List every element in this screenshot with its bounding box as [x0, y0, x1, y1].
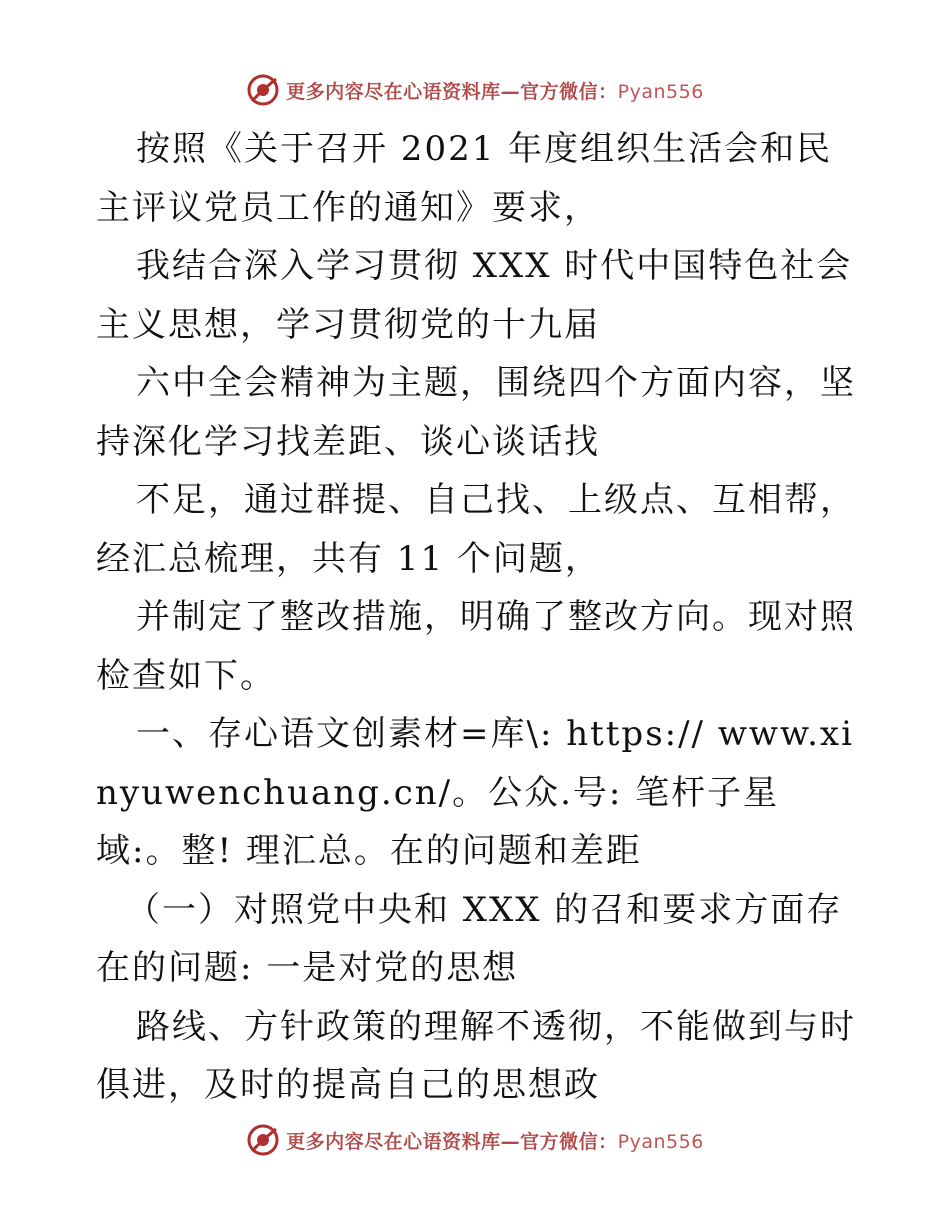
paragraph-2: 我结合深入学习贯彻 XXX 时代中国特色社会主义思想，学习贯彻党的十九届: [96, 246, 853, 345]
document-body: [96, 120, 856, 1115]
watermark-text: [286, 77, 704, 104]
watermark-label: 更多内容尽在心语资料库—官方微信：: [286, 80, 618, 103]
paragraph-6: 一、存心语文创素材=库\: https:// www.xinyuwenchuang.cn/。公众.号: 笔杆子星域:。整! 理汇总。在的问题和差距: [96, 714, 854, 871]
watermark-label: 更多内容尽在心语资料库—官方微信：: [286, 1130, 618, 1153]
header-watermark: [0, 70, 950, 110]
footer-watermark: [0, 1120, 950, 1160]
paragraph-5: 并制定了整改措施，明确了整改方向。现对照检查如下。: [96, 597, 856, 696]
paragraph-8: 路线、方针政策的理解不透彻，不能做到与时俱进，及时的提高自己的思想政: [96, 1006, 856, 1105]
watermark-id: Pyan556: [617, 80, 704, 103]
paragraph-7: （一）对照党中央和 XXX 的召和要求方面存在的问题: 一是对党的思想: [96, 889, 843, 988]
paragraph-3: 六中全会精神为主题，围绕四个方面内容，坚持深化学习找差距、谈心谈话找: [96, 363, 856, 462]
watermark-id: Pyan556: [617, 1130, 704, 1153]
watermark-logo-icon: [246, 73, 280, 107]
paragraph-4: 不足，通过群提、自己找、上级点、互相帮，经汇总梳理，共有 11 个问题，: [96, 480, 856, 579]
watermark-logo-icon: [246, 1123, 280, 1157]
watermark-text: [286, 1127, 704, 1154]
paragraph-1: 按照《关于召开 2021 年度组织生活会和民主评议党员工作的通知》要求，: [96, 129, 833, 228]
